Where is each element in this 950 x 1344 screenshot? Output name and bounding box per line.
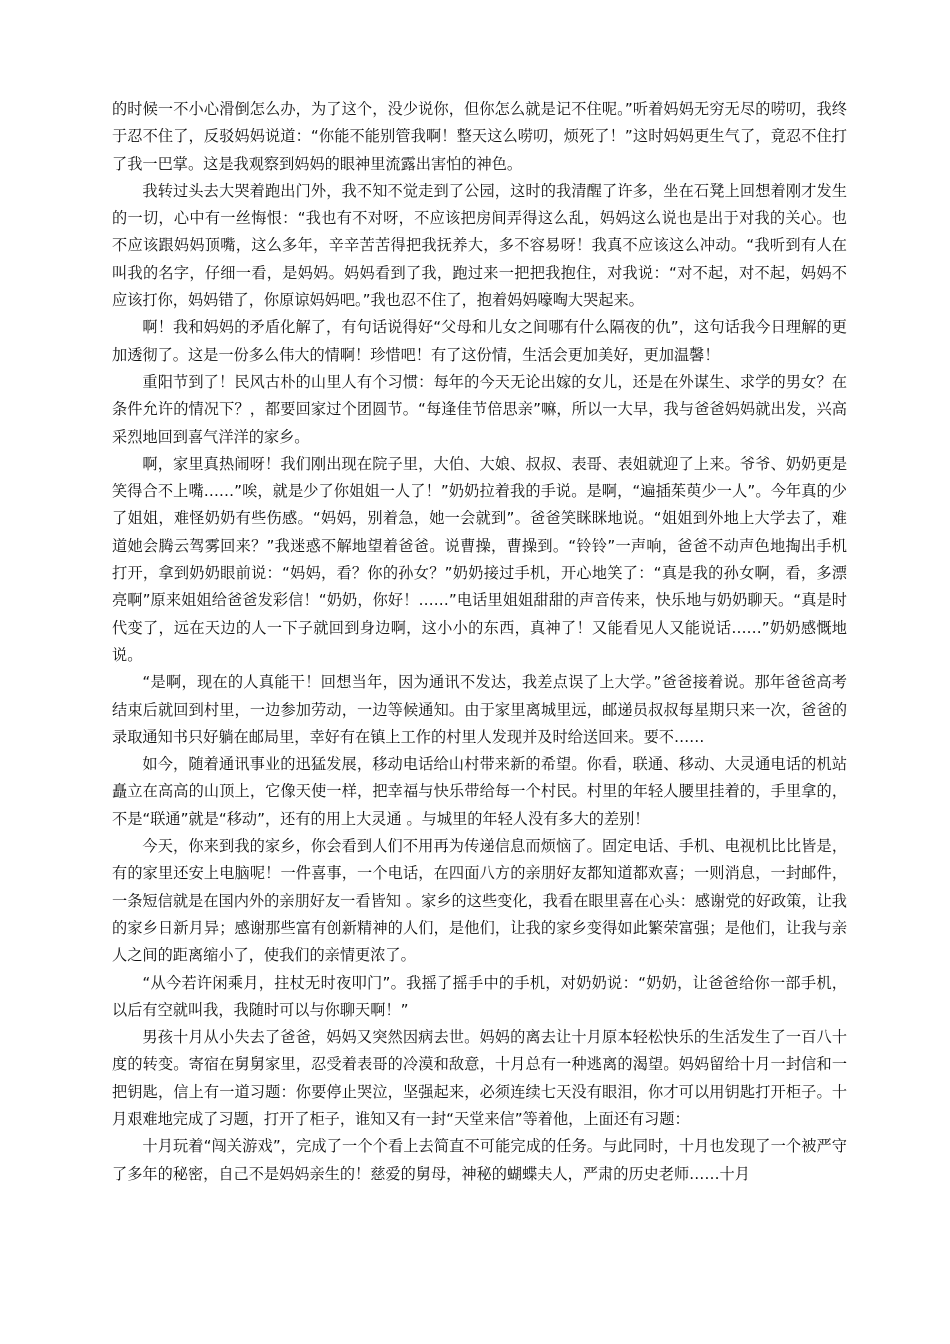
- paragraph-9: “从今若许闲乘月，拄杖无时夜叩门”。我摇了摇手中的手机，对奶奶说：“奶奶，让爸爸给你一部手机，以后有空就叫我，我随时可以与你聊天啊！”: [112, 973, 847, 1019]
- paragraph-6: “是啊，现在的人真能干！回想当年，因为通讯不发达，我差点误了上大学。”爸爸接着说。那年爸爸高考结束后就回到村里，一边参加劳动，一边等候通知。由于家里离城里远，邮递员叔叔每星期只来一次，爸爸的录取通知书只好躺在邮局里，幸好有在镇上工作的村里人发现并及时给送回来。要不……: [112, 673, 847, 746]
- paragraph-5: 啊，家里真热闹呀！我们刚出现在院子里，大伯、大娘、叔叔、表哥、表姐就迎了上来。爷爷、奶奶更是笑得合不上嘴……”唉，就是少了你姐姐一人了！”奶奶拉着我的手说。是啊，“遍插茱萸少一人”。今年真的少了姐姐，难怪奶奶有些伤感。“妈妈，别着急，她一会就到”。爸爸笑眯眯地说。“姐姐到外地上大学去了，难道她会腾云驾雾回来？”我迷惑不解地望着爸爸。说曹操，曹操到。“铃铃”一声响，爸爸不动声色地掏出手机打开，拿到奶奶眼前说：“妈妈，看？你的孙女？”奶奶接过手机，开心地笑了：“真是我的孙女啊，看，多漂亮啊”原来姐姐给爸爸发彩信！“奶奶，你好！……”电话里姐姐甜甜的声音传来，快乐地与奶奶聊天。“真是时代变了，远在天边的人一下子就回到身边啊，这小小的东西，真神了！又能看见人又能说话……”奶奶感慨地说。: [112, 454, 847, 664]
- paragraph-10: 男孩十月从小失去了爸爸，妈妈又突然因病去世。妈妈的离去让十月原本轻松快乐的生活发生了一百八十度的转变。寄宿在舅舅家里，忍受着表哥的冷漠和敌意，十月总有一种逃离的渴望。妈妈留给十月一封信和一把钥匙，信上有一道习题：你要停止哭泣，坚强起来，必须连续七天没有眼泪，你才可以用钥匙打开柜子。十月艰难地完成了习题，打开了柜子，谁知又有一封“天堂来信”等着他，上面还有习题：: [112, 1028, 847, 1128]
- paragraph-7: 如今，随着通讯事业的迅猛发展，移动电话给山村带来新的希望。你看，联通、移动、大灵通电话的机站矗立在高高的山顶上，它像天使一样，把幸福与快乐带给每一个村民。村里的年轻人腰里挂着的，手里拿的，不是“联通”就是“移动”，还有的用上大灵通 。与城里的年轻人没有多大的差别！: [112, 755, 847, 828]
- paragraph-3: 啊！我和妈妈的矛盾化解了，有句话说得好“父母和儿女之间哪有什么隔夜的仇”，这句话我今日理解的更加透彻了。这是一份多么伟大的情啊！珍惜吧！有了这份情，生活会更加美好，更加温馨！: [112, 318, 847, 364]
- document-body: [112, 96, 847, 1188]
- paragraph-4: 重阳节到了！民风古朴的山里人有个习惯：每年的今天无论出嫁的女儿，还是在外谋生、求学的男女？在条件允许的情况下？，都要回家过个团圆节。“每逢佳节倍思亲”嘛，所以一大早，我与爸爸妈妈就出发，兴高采烈地回到喜气洋洋的家乡。: [112, 372, 847, 446]
- paragraph-2: 我转过头去大哭着跑出门外，我不知不觉走到了公园，这时的我清醒了许多，坐在石凳上回想着刚才发生的一切，心中有一丝悔恨：“我也有不对呀，不应该把房间弄得这么乱，妈妈这么说也是出于对我的关心。也不应该跟妈妈顶嘴，这么多年，辛辛苦苦得把我抚养大，多不容易呀！我真不应该这么冲动。“我听到有人在叫我的名字，仔细一看，是妈妈。妈妈看到了我，跑过来一把把我抱住，对我说：“对不起，对不起，妈妈不应该打你，妈妈错了，你原谅妈妈吧。”我也忍不住了，抱着妈妈嚎啕大哭起来。: [112, 181, 847, 310]
- paragraph-1: 的时候一不小心滑倒怎么办，为了这个，没少说你，但你怎么就是记不住呢。”听着妈妈无穷无尽的唠叨，我终于忍不住了，反驳妈妈说道：“你能不能别管我啊！整天这么唠叨，烦死了！”这时妈妈更生气了，竟忍不住打了我一巴掌。这是我观察到妈妈的眼神里流露出害怕的神色。: [112, 100, 847, 173]
- paragraph-8: 今天，你来到我的家乡，你会看到人们不用再为传递信息而烦恼了。固定电话、手机、电视机比比皆是，有的家里还安上电脑呢！一件喜事，一个电话，在四面八方的亲朋好友都知道都欢喜；一则消息，一封邮件，一条短信就是在国内外的亲朋好友一看皆知 。家乡的这些变化，我看在眼里喜在心头：感谢党的好政策，让我的家乡日新月异；感谢那些富有创新精神的人们，是他们，让我的家乡变得如此繁荣富强；是他们，让我与亲人之间的距离缩小了，使我们的亲情更浓了。: [112, 837, 847, 965]
- paragraph-11: 十月玩着“闯关游戏”，完成了一个个看上去简直不可能完成的任务。与此同时，十月也发现了一个被严守了多年的秘密，自己不是妈妈亲生的！慈爱的舅母，神秘的蝴蝶夫人，严肃的历史老师……十月: [112, 1137, 847, 1183]
